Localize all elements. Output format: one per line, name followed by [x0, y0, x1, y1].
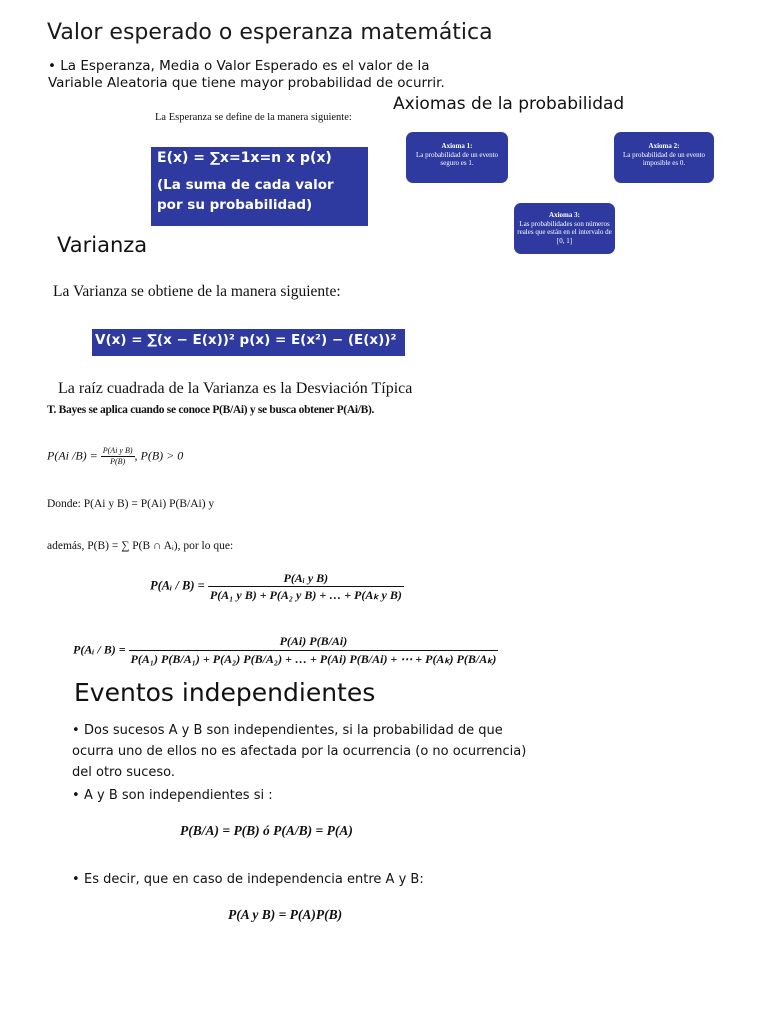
- bullet-dot: •: [72, 723, 80, 738]
- axioma-1-text: La probabilidad de un evento seguro es 1.: [415, 150, 499, 167]
- bayes-f1-denominator: P(B): [110, 457, 126, 466]
- bayes-f3-fraction: [129, 633, 499, 668]
- axioma-1-box: [406, 132, 508, 183]
- axioma-2-text: La probabilidad de un evento imposible es 0.: [622, 150, 706, 167]
- varianza-def: La Varianza se obtiene de la manera siguiente:: [53, 283, 341, 300]
- axioma-2-box: [614, 132, 714, 183]
- esperanza-bullet: [48, 58, 448, 92]
- bayes-f3-numerator: P(Ai) P(B/Ai): [129, 633, 499, 651]
- bayes-donde: Donde: P(Ai y B) = P(Ai) P(B/Ai) y: [47, 498, 215, 510]
- independientes-bullet-1: [72, 720, 532, 783]
- independencia-formula-2: P(A y B) = P(A)P(B): [228, 907, 343, 922]
- bayes-f2-denominator: P(A₁ y B) + P(A₂ y B) + … + P(Aₖ y B): [209, 588, 402, 602]
- bayes-f1-lhs: P(Ai /B) =: [47, 448, 101, 463]
- bayes-f2-fraction: [208, 570, 404, 603]
- axioma-3-text: Las probabilidades son números reales que están en el intervalo de [0, 1]: [517, 219, 612, 245]
- independientes-bullet-3-text: Es decir, que en caso de independencia entre A y B:: [84, 872, 424, 887]
- varianza-formula: V(x) = ∑(x − E(x))² p(x) = E(x²) − (E(x))²: [95, 332, 397, 348]
- esperanza-formula: E(x) = ∑x=1x=n x p(x): [157, 150, 332, 166]
- axioma-3-box: [514, 203, 615, 254]
- varianza-title: Varianza: [57, 233, 148, 257]
- independencia-formula-1: P(B/A) = P(B) ó P(A/B) = P(A): [180, 823, 353, 838]
- bayes-ademas: además, P(B) = ∑ P(B ∩ Aᵢ), por lo que:: [47, 540, 234, 552]
- independientes-bullet-1-text: Dos sucesos A y B son independientes, si la probabilidad de que ocurra uno de ellos no es afectada por la ocurrencia (o no ocurrencia) del otro suceso.: [72, 723, 527, 780]
- independientes-bullet-2: [72, 785, 273, 806]
- bullet-dot: •: [72, 788, 80, 803]
- bayes-f3-denominator: P(A₁) P(B/A₁) + P(A₂) P(B/A₂) + … + P(Ai) P(B/Ai) + ⋯ + P(Aₖ) P(B/Aₖ): [130, 652, 497, 666]
- bullet-dot: •: [48, 58, 56, 74]
- bayes-intro: T. Bayes se aplica cuando se conoce P(B/Ai) y se busca obtener P(Ai/B).: [47, 404, 375, 416]
- esperanza-formula-box: [151, 147, 368, 226]
- axioma-3-head: Axioma 3:: [549, 211, 580, 219]
- axioma-1-head: Axioma 1:: [441, 142, 473, 150]
- axiomas-title: Axiomas de la probabilidad: [393, 94, 625, 114]
- varianza-formula-box: [92, 329, 405, 356]
- desviacion-tipica-text: La raíz cuadrada de la Varianza es la Desviación Típica: [58, 380, 413, 397]
- esperanza-bullet-text: La Esperanza, Media o Valor Esperado es el valor de la Variable Aleatoria que tiene mayor probabilidad de ocurrir.: [48, 58, 445, 91]
- bayes-f3-lhs: P(Aᵢ / B) =: [73, 642, 129, 657]
- bullet-dot: •: [72, 872, 80, 887]
- bayes-formula-2: [150, 570, 404, 603]
- independientes-bullet-3: [72, 869, 424, 890]
- bayes-f2-numerator: P(Aᵢ y B): [208, 570, 404, 587]
- bayes-formula-1: [47, 446, 183, 467]
- esperanza-def-label: La Esperanza se define de la manera siguiente:: [155, 112, 352, 123]
- bayes-f1-rhs: , P(B) > 0: [134, 448, 184, 463]
- bayes-formula-3: [73, 633, 498, 668]
- page-title: Valor esperado o esperanza matemática: [47, 20, 493, 45]
- bayes-f1-fraction: [101, 446, 135, 467]
- independientes-title: Eventos independientes: [74, 678, 376, 707]
- independientes-bullet-2-text: A y B son independientes si :: [84, 788, 273, 803]
- bayes-f2-lhs: P(Aᵢ / B) =: [150, 578, 208, 593]
- bayes-f1-numerator: P(Ai y B): [102, 446, 133, 455]
- esperanza-note: (La suma de cada valor por su probabilidad): [157, 177, 334, 213]
- axioma-2-head: Axioma 2:: [648, 142, 680, 150]
